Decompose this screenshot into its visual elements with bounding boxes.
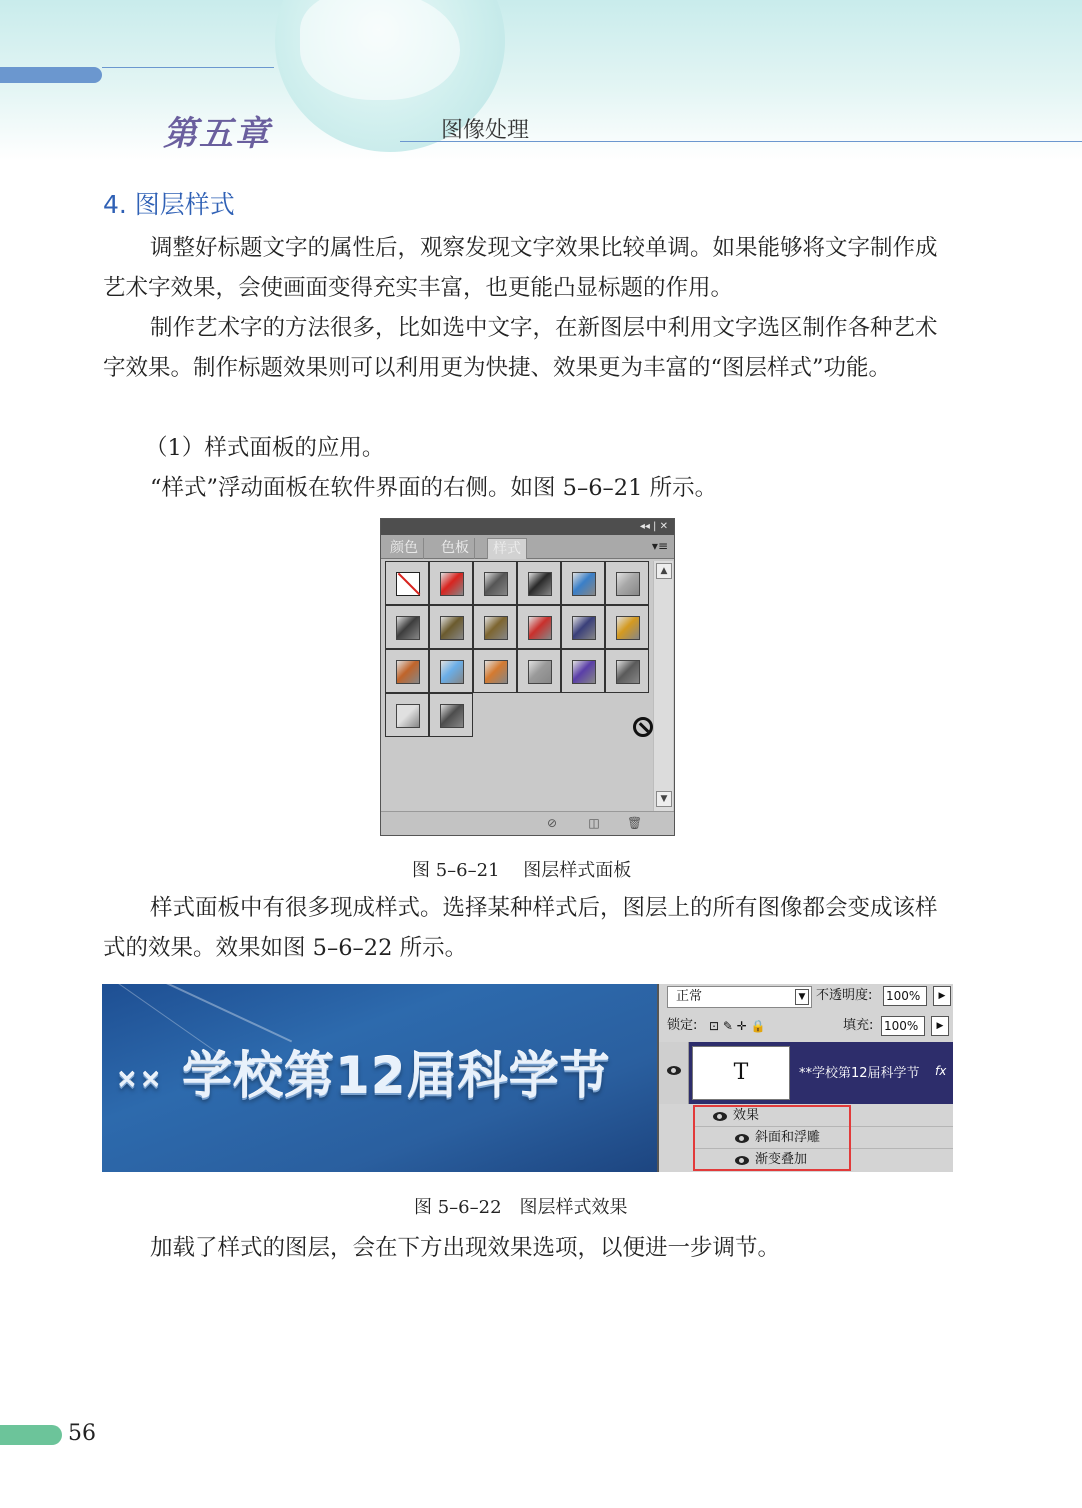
paragraph-1: 调整好标题文字的属性后，观察发现文字效果比较单调。如果能够将文字制作成艺术字效果，会使画面变得充实丰富，也更能凸显标题的作用。 <box>103 235 938 301</box>
lock-label: 锁定: <box>667 1018 698 1033</box>
eye-icon[interactable] <box>667 1066 681 1075</box>
style-swatch-preview <box>484 572 508 596</box>
panel-scrollbar[interactable] <box>653 561 673 811</box>
style-swatch-preview <box>616 660 640 684</box>
style-swatch-preview <box>572 616 596 640</box>
style-swatch-preview <box>528 660 552 684</box>
panel-tab-bar <box>381 535 674 559</box>
styled-title-text <box>116 1036 611 1108</box>
tab-color[interactable]: 颜色 <box>385 538 424 559</box>
paragraph-3: （1）样式面板的应用。 <box>145 435 385 461</box>
style-swatch-preview <box>396 704 420 728</box>
footer-pill <box>0 1425 62 1445</box>
no-symbol-icon <box>633 717 653 737</box>
layer-thumbnail: T <box>692 1046 790 1100</box>
effects-highlight-box <box>693 1105 851 1171</box>
styles-panel <box>380 518 675 836</box>
figure-caption-21: 图 5–6–21 图层样式面板 <box>412 860 632 881</box>
blend-row <box>663 986 953 1010</box>
style-swatch-preview <box>396 660 420 684</box>
style-swatch[interactable] <box>385 649 429 693</box>
fill-arrow-icon[interactable]: ▶ <box>931 1016 949 1036</box>
paragraph-5: 样式面板中有很多现成样式。选择某种样式后，图层上的所有图像都会变成该样式的效果。效果如图 5–6–22 所示。 <box>103 895 938 961</box>
section-title: 4. 图层样式 <box>103 190 235 219</box>
layers-panel <box>657 984 953 1172</box>
style-swatch[interactable] <box>561 561 605 605</box>
style-swatch-preview <box>440 660 464 684</box>
panel-footer <box>381 811 674 835</box>
header-rule-top <box>102 67 274 68</box>
paragraph-2: 制作艺术字的方法很多，比如选中文字，在新图层中利用文字选区制作各种艺术字效果。制作标题效果则可以利用更为快捷、效果更为丰富的“图层样式”功能。 <box>103 315 938 381</box>
opacity-input[interactable]: 100% <box>883 986 927 1006</box>
opacity-label: 不透明度: <box>816 988 873 1003</box>
globe-land-decoration <box>300 0 460 100</box>
paragraph-4: “样式”浮动面板在软件界面的右侧。如图 5–6–21 所示。 <box>150 475 718 501</box>
style-swatch[interactable] <box>473 605 517 649</box>
style-swatch-preview <box>572 660 596 684</box>
fill-label: 填充: <box>843 1018 874 1033</box>
style-swatch-preview <box>572 572 596 596</box>
style-swatch[interactable] <box>561 649 605 693</box>
effect-bevel-label: 斜面和浮雕 <box>755 1130 821 1145</box>
style-swatch[interactable] <box>517 649 561 693</box>
styled-title-prefix: ×× <box>116 1064 164 1095</box>
trash-icon[interactable]: 🗑 <box>627 816 643 830</box>
new-style-icon[interactable]: ◫ <box>588 816 600 830</box>
tab-swatches[interactable]: 色板 <box>436 538 475 559</box>
style-swatch[interactable] <box>517 561 561 605</box>
style-swatch-preview <box>396 572 420 596</box>
effect-gradient-label: 渐变叠加 <box>755 1152 808 1167</box>
layer-name[interactable]: **学校第12届科学节 <box>799 1066 920 1081</box>
effects-label: 效果 <box>733 1108 760 1123</box>
style-swatch-preview <box>440 572 464 596</box>
style-swatch[interactable] <box>429 693 473 737</box>
layer-style-effect-image <box>102 984 657 1172</box>
clear-style-icon[interactable]: ⊘ <box>546 816 558 830</box>
chevron-down-icon[interactable]: ▼ <box>795 989 809 1005</box>
style-swatch[interactable] <box>605 649 649 693</box>
chapter-name: 图像处理 <box>441 118 530 143</box>
style-swatch-preview <box>484 660 508 684</box>
style-swatch[interactable] <box>605 605 649 649</box>
style-swatch-preview <box>440 616 464 640</box>
blend-mode-select[interactable] <box>667 986 812 1008</box>
style-swatch-preview <box>396 616 420 640</box>
style-swatch[interactable] <box>429 605 473 649</box>
opacity-arrow-icon[interactable]: ▶ <box>933 986 951 1006</box>
tab-styles[interactable]: 样式 <box>487 538 527 559</box>
blend-mode-value: 正常 <box>676 989 703 1004</box>
style-swatch-preview <box>616 616 640 640</box>
style-swatch[interactable] <box>605 561 649 605</box>
style-swatch-preview <box>616 572 640 596</box>
style-swatch-preview <box>440 704 464 728</box>
style-swatch-preview <box>484 616 508 640</box>
scroll-up-icon[interactable]: ▲ <box>656 563 672 579</box>
panel-menu-icon[interactable]: ▾≡ <box>651 539 668 553</box>
style-swatch-preview <box>528 572 552 596</box>
page-number: 56 <box>68 1421 96 1446</box>
style-swatch[interactable] <box>517 605 561 649</box>
header-tab-pill <box>0 67 102 83</box>
none-style-slash-icon <box>398 573 421 596</box>
fill-input[interactable]: 100% <box>881 1016 925 1036</box>
panel-title-bar[interactable]: ◂◂ | ✕ <box>381 519 674 535</box>
figure-caption-22: 图 5–6–22 图层样式效果 <box>414 1197 628 1218</box>
styled-title-main: 学校第12届科学节 <box>182 1047 611 1105</box>
fx-icon[interactable]: fx <box>935 1064 947 1078</box>
style-swatch[interactable] <box>473 649 517 693</box>
style-swatch[interactable] <box>385 561 429 605</box>
lock-icons[interactable]: ⊡ ✎ ✛ 🔒 <box>709 1019 766 1033</box>
style-swatch[interactable] <box>561 605 605 649</box>
style-swatch[interactable] <box>429 561 473 605</box>
layer-visibility-column <box>659 1042 689 1104</box>
style-swatch[interactable] <box>385 693 429 737</box>
style-swatch[interactable] <box>473 561 517 605</box>
scroll-down-icon[interactable]: ▼ <box>656 791 672 807</box>
paragraph-6: 加载了样式的图层，会在下方出现效果选项，以便进一步调节。 <box>150 1235 781 1261</box>
style-swatch[interactable] <box>385 605 429 649</box>
style-swatch[interactable] <box>429 649 473 693</box>
style-swatch-preview <box>528 616 552 640</box>
chapter-title: 第五章 <box>163 114 271 154</box>
